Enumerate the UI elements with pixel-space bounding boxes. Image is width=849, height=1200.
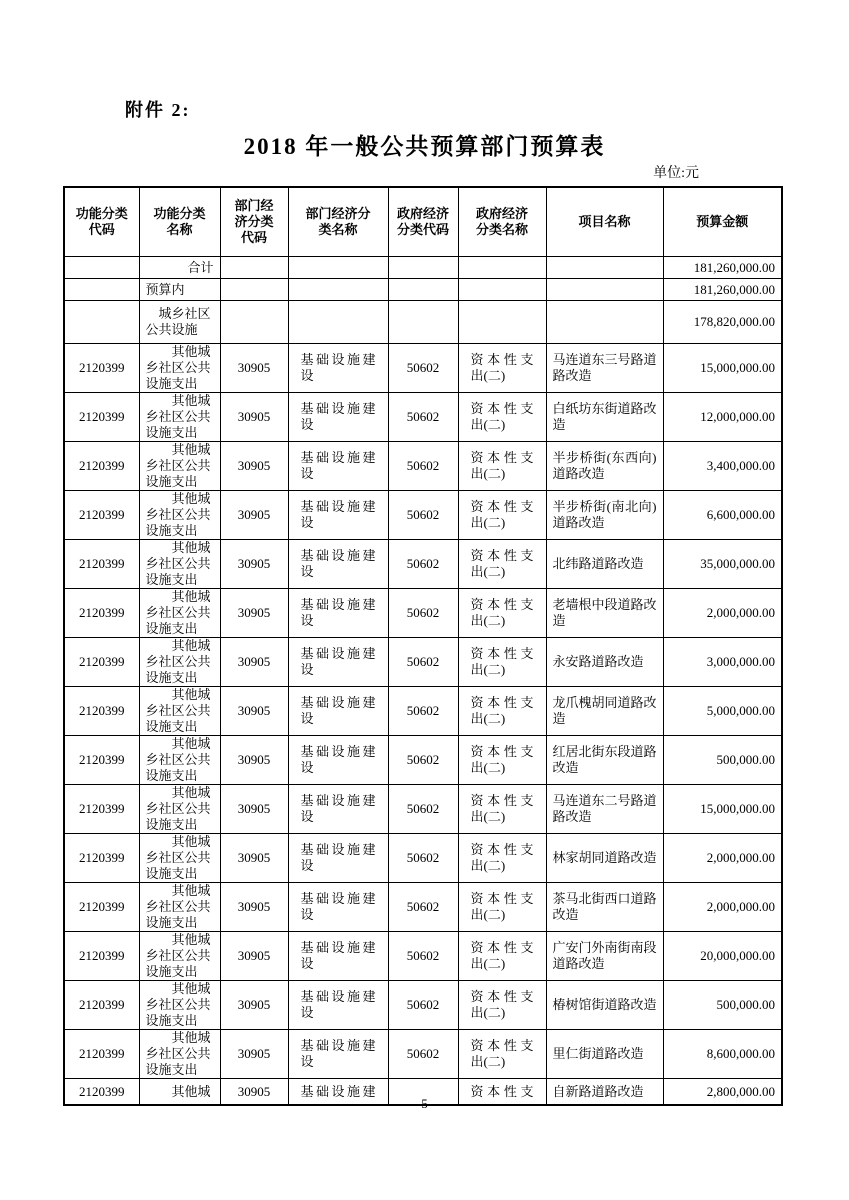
cell-dept-name: 基础设施建设 [288,540,388,589]
cell-func-name: 其他城乡社区公共设施支出 [139,981,220,1030]
cell-gov-name: 资本性支出(二) [458,442,546,491]
cell-dept-name: 基础设施建设 [288,932,388,981]
header-gov-name: 政府经济分类名称 [458,187,546,257]
cell-dept-code: 30905 [220,932,288,981]
cell-empty [220,301,288,344]
cell-func-name: 其他城乡社区公共设施支出 [139,736,220,785]
cell-project: 马连道东二号路道路改造 [546,785,663,834]
cell-func-code: 2120399 [64,981,139,1030]
cell-empty [64,257,139,279]
cell-empty [288,257,388,279]
cell-project: 老墙根中段道路改造 [546,589,663,638]
cell-amount: 2,000,000.00 [663,883,782,932]
cell-dept-code: 30905 [220,638,288,687]
cell-func-code: 2120399 [64,589,139,638]
cell-dept-name: 基础设施建 [288,1079,388,1106]
cell-project: 白纸坊东街道路改造 [546,393,663,442]
cell-gov-code: 50602 [388,442,458,491]
cell-dept-name: 基础设施建设 [288,442,388,491]
table-row [64,491,782,540]
cell-amount: 6,600,000.00 [663,491,782,540]
cell-gov-name: 资本性支出(二) [458,1030,546,1079]
cell-dept-code: 30905 [220,1079,288,1106]
cell-empty [546,279,663,301]
summary-row-within-budget [64,279,782,301]
cell-gov-name: 资本性支 [458,1079,546,1106]
header-func-code: 功能分类代码 [64,187,139,257]
cell-dept-code: 30905 [220,393,288,442]
cell-func-name: 其他城乡社区公共设施支出 [139,883,220,932]
cell-func-name: 其他城乡社区公共设施支出 [139,491,220,540]
cell-gov-name: 资本性支出(二) [458,785,546,834]
cell-gov-code: 50602 [388,393,458,442]
cell-gov-name: 资本性支出(二) [458,981,546,1030]
table-row [64,883,782,932]
cell-dept-name: 基础设施建设 [288,736,388,785]
cell-empty [388,301,458,344]
cell-amount: 500,000.00 [663,736,782,785]
cell-empty [64,279,139,301]
cell-amount: 178,820,000.00 [663,301,782,344]
cell-empty [546,301,663,344]
cell-dept-code: 30905 [220,344,288,393]
cell-empty [458,301,546,344]
table-row [64,834,782,883]
cell-amount: 3,000,000.00 [663,638,782,687]
cell-amount: 5,000,000.00 [663,687,782,736]
cell-dept-code: 30905 [220,540,288,589]
cell-gov-name: 资本性支出(二) [458,883,546,932]
cell-gov-name: 资本性支出(二) [458,687,546,736]
cell-amount: 35,000,000.00 [663,540,782,589]
page-title: 2018 年一般公共预算部门预算表 [243,134,606,159]
cell-func-code: 2120399 [64,1030,139,1079]
cell-func-name: 其他城乡社区公共设施支出 [139,540,220,589]
cell-amount: 8,600,000.00 [663,1030,782,1079]
table-body [64,257,782,1106]
cell-func-code: 2120399 [64,834,139,883]
cell-project: 永安路道路改造 [546,638,663,687]
cell-func-name: 其他城乡社区公共设施支出 [139,834,220,883]
cell-gov-code: 50602 [388,687,458,736]
cell-func-name: 其他城乡社区公共设施支出 [139,1030,220,1079]
cell-gov-code: 50602 [388,736,458,785]
cell-amount: 2,000,000.00 [663,589,782,638]
cell-amount: 2,000,000.00 [663,834,782,883]
cell-dept-name: 基础设施建设 [288,638,388,687]
cell-dept-code: 30905 [220,736,288,785]
cell-func-code: 2120399 [64,491,139,540]
cell-amount: 20,000,000.00 [663,932,782,981]
cell-amount: 181,260,000.00 [663,257,782,279]
cell-dept-code: 30905 [220,981,288,1030]
cell-gov-code: 50602 [388,981,458,1030]
cell-project: 半步桥街(东西向)道路改造 [546,442,663,491]
cell-func-name: 合计 [139,257,220,279]
cell-project: 椿树馆街道路改造 [546,981,663,1030]
cell-empty [64,301,139,344]
header-dept-code: 部门经济分类代码 [220,187,288,257]
cell-gov-name: 资本性支出(二) [458,540,546,589]
attachment-label: 附件 2: [125,100,191,120]
cell-dept-code: 30905 [220,442,288,491]
cell-gov-code: 50602 [388,932,458,981]
cell-func-code: 2120399 [64,687,139,736]
header-row [64,187,782,257]
cell-project: 自新路道路改造 [546,1079,663,1106]
cell-gov-code: 50602 [388,344,458,393]
cell-project: 半步桥街(南北向)道路改造 [546,491,663,540]
header-dept-name: 部门经济分类名称 [288,187,388,257]
cell-func-name: 城乡社区公共设施 [139,301,220,344]
cell-empty [288,301,388,344]
cell-dept-name: 基础设施建设 [288,687,388,736]
cell-func-name: 其他城乡社区公共设施支出 [139,687,220,736]
table-row [64,589,782,638]
unit-label: 单位:元 [653,166,699,181]
cell-project: 红居北街东段道路改造 [546,736,663,785]
table-row [64,344,782,393]
table-row [64,932,782,981]
cell-gov-code: 50602 [388,589,458,638]
cell-amount: 181,260,000.00 [663,279,782,301]
cell-empty [388,257,458,279]
cell-dept-name: 基础设施建设 [288,491,388,540]
cell-dept-name: 基础设施建设 [288,883,388,932]
cell-amount: 12,000,000.00 [663,393,782,442]
cell-gov-name: 资本性支出(二) [458,638,546,687]
cell-func-name: 其他城乡社区公共设施支出 [139,932,220,981]
cell-func-code: 2120399 [64,638,139,687]
cell-dept-code: 30905 [220,883,288,932]
cell-dept-code: 30905 [220,785,288,834]
cell-amount: 3,400,000.00 [663,442,782,491]
budget-table [63,186,783,1106]
cell-dept-code: 30905 [220,1030,288,1079]
cell-gov-code: 50602 [388,638,458,687]
cell-gov-name: 资本性支出(二) [458,589,546,638]
table-header [64,187,782,257]
cell-project: 里仁街道路改造 [546,1030,663,1079]
cell-func-code: 2120399 [64,1079,139,1106]
cell-func-name: 其他城乡社区公共设施支出 [139,442,220,491]
cell-func-name: 其他城乡社区公共设施支出 [139,589,220,638]
cell-gov-code: 50602 [388,491,458,540]
cell-dept-name: 基础设施建设 [288,393,388,442]
header-project: 项目名称 [546,187,663,257]
table-row [64,687,782,736]
cell-project: 广安门外南街南段道路改造 [546,932,663,981]
table-row [64,981,782,1030]
cell-project: 北纬路道路改造 [546,540,663,589]
cell-gov-name: 资本性支出(二) [458,344,546,393]
cell-func-code: 2120399 [64,883,139,932]
cell-dept-name: 基础设施建设 [288,1030,388,1079]
cell-empty [546,257,663,279]
cell-empty [220,279,288,301]
cell-func-code: 2120399 [64,932,139,981]
cell-gov-code: 50602 [388,1030,458,1079]
cell-empty [458,257,546,279]
cell-gov-code: 50602 [388,785,458,834]
cell-empty [458,279,546,301]
table-row [64,540,782,589]
table-row [64,638,782,687]
cell-func-name: 预算内 [139,279,220,301]
table-row [64,393,782,442]
cell-amount: 15,000,000.00 [663,344,782,393]
cell-empty [388,279,458,301]
cell-func-name: 其他城乡社区公共设施支出 [139,393,220,442]
cell-func-code: 2120399 [64,344,139,393]
cell-func-name: 其他城乡社区公共设施支出 [139,785,220,834]
cell-amount: 500,000.00 [663,981,782,1030]
table-row [64,785,782,834]
cell-dept-name: 基础设施建设 [288,785,388,834]
cell-project: 马连道东三号路道路改造 [546,344,663,393]
summary-row-community-facilities [64,301,782,344]
header-gov-code: 政府经济分类代码 [388,187,458,257]
cell-project: 龙爪槐胡同道路改造 [546,687,663,736]
summary-row-total [64,257,782,279]
cell-func-code: 2120399 [64,442,139,491]
cell-dept-code: 30905 [220,491,288,540]
cell-gov-name: 资本性支出(二) [458,932,546,981]
cell-gov-code: 50602 [388,540,458,589]
cell-empty [288,279,388,301]
cell-dept-name: 基础设施建设 [288,344,388,393]
cell-func-code: 2120399 [64,393,139,442]
table-row [64,442,782,491]
cell-amount: 15,000,000.00 [663,785,782,834]
cell-dept-code: 30905 [220,687,288,736]
cell-gov-name: 资本性支出(二) [458,736,546,785]
cell-empty [220,257,288,279]
cell-func-name: 其他城乡社区公共设施支出 [139,638,220,687]
cell-func-name: 其他城乡社区公共设施支出 [139,344,220,393]
table-row [64,736,782,785]
cell-func-code: 2120399 [64,785,139,834]
cell-dept-name: 基础设施建设 [288,981,388,1030]
cell-gov-name: 资本性支出(二) [458,393,546,442]
header-func-name: 功能分类名称 [139,187,220,257]
cell-func-code: 2120399 [64,736,139,785]
cell-project: 林家胡同道路改造 [546,834,663,883]
cell-dept-name: 基础设施建设 [288,589,388,638]
cell-dept-name: 基础设施建设 [288,834,388,883]
cell-gov-name: 资本性支出(二) [458,491,546,540]
cell-func-code: 2120399 [64,540,139,589]
header-amount: 预算金额 [663,187,782,257]
cell-amount: 2,800,000.00 [663,1079,782,1106]
cell-func-name: 其他城 [139,1079,220,1106]
cell-gov-code: 50602 [388,883,458,932]
cell-gov-name: 资本性支出(二) [458,834,546,883]
cell-gov-code: 50602 [388,834,458,883]
page-number: 5 [421,1096,428,1111]
table-row [64,1030,782,1079]
cell-project: 茶马北街西口道路改造 [546,883,663,932]
cell-dept-code: 30905 [220,834,288,883]
cell-dept-code: 30905 [220,589,288,638]
